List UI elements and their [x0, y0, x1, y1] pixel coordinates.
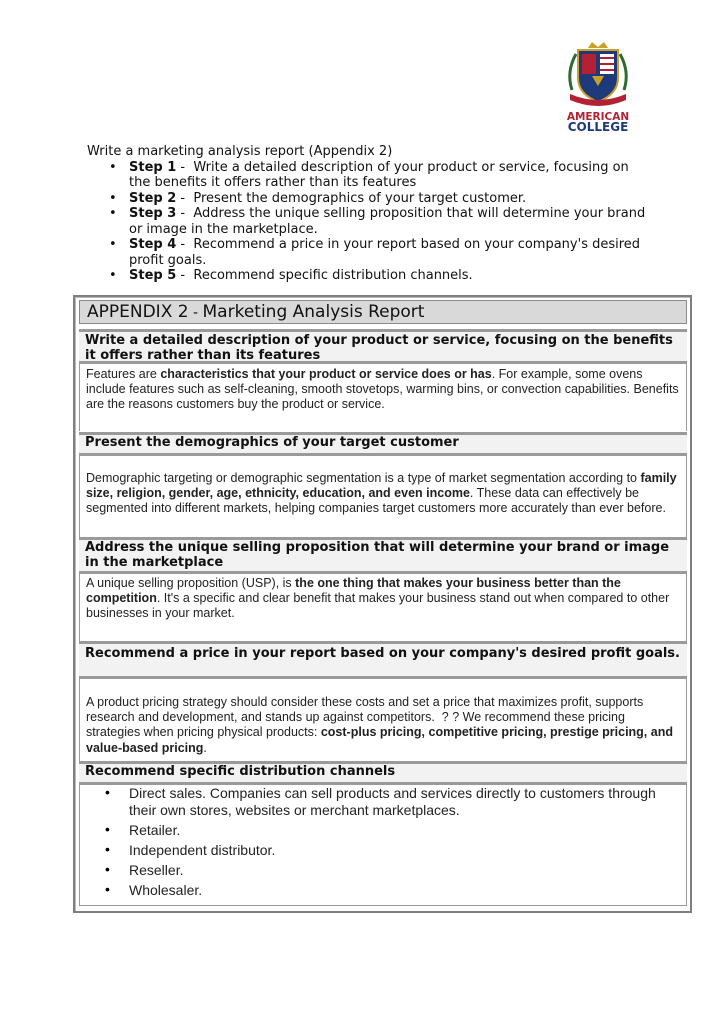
logo-line1: AMERICAN	[566, 111, 630, 123]
appendix-title-band	[79, 300, 687, 324]
section-heading-distribution: Recommend specific distribution channels	[79, 761, 687, 785]
section-heading-description: Write a detailed description of your product or service, focusing on the benefits it offers rather than its features	[79, 329, 687, 364]
distribution-item: • Independent distributor.	[105, 840, 276, 858]
description-text: Features are characteristics that your product or service does or has. For example, some ovens include features such as self-cleaning, smooth stovetops, warming bins, or convection capabilities. Benefits are the reasons customers buy the product or service.	[86, 367, 679, 412]
logo-line2: COLLEGE	[567, 120, 629, 132]
intro-section	[87, 144, 647, 284]
steps-list	[87, 160, 647, 284]
step-item: • Step 1 - Write a detailed description of your product or service, focusing on the benefits it offers rather than its features	[109, 159, 629, 190]
pricing-text: A product pricing strategy should consider these costs and set a price that maximizes profit, supports research and development, and stands up against competitors. ? ? We recommend these pricing strategies when pricing physical products: cost-plus pricing, competitive pricing, prestige pricing, and value-based pricing.	[86, 695, 673, 755]
distribution-item: • Direct sales. Companies can sell products and services directly to customers through their own stores, websites or merchant marketplaces.	[105, 784, 656, 818]
section-body-distribution	[79, 785, 687, 906]
american-college-logo	[562, 40, 634, 132]
step-item: • Step 5 - Recommend specific distribution channels.	[109, 268, 473, 283]
section-heading-usp: Address the unique selling proposition that will determine your brand or image in the marketplace	[79, 537, 687, 574]
section-body-demographics	[79, 456, 687, 537]
section-heading-demographics: Present the demographics of your target customer	[79, 432, 687, 456]
distribution-item: • Wholesaler.	[105, 880, 203, 898]
step-item: • Step 3 - Address the unique selling proposition that will determine your brand or image in the marketplace.	[109, 206, 646, 237]
distribution-list	[80, 785, 680, 902]
distribution-item: • Reseller.	[105, 860, 184, 878]
appendix-title: APPENDIX 2 - Marketing Analysis Report	[87, 302, 425, 322]
section-body-description	[79, 364, 687, 431]
usp-text: A unique selling proposition (USP), is the one thing that makes your business better than the competition. It's a specific and clear benefit that makes your business stand out when compared to other businesses in your market.	[86, 576, 670, 621]
section-body-pricing	[79, 679, 687, 761]
demographics-text: Demographic targeting or demographic segmentation is a type of market segmentation according to family size, religion, gender, age, ethnicity, education, and even income. These data can effectively be segmented into different markets, helping companies target customers more accurately than ever before.	[86, 471, 677, 516]
section-body-usp	[79, 574, 687, 641]
intro-lead: Write a marketing analysis report (Appendix 2)	[87, 144, 393, 159]
section-heading-pricing: Recommend a price in your report based on your company's desired profit goals.	[79, 641, 687, 679]
step-item: • Step 2 - Present the demographics of your target customer.	[109, 190, 527, 206]
distribution-item: • Retailer.	[105, 820, 181, 838]
step-item: • Step 4 - Recommend a price in your report based on your company's desired profit goals.	[109, 237, 641, 268]
